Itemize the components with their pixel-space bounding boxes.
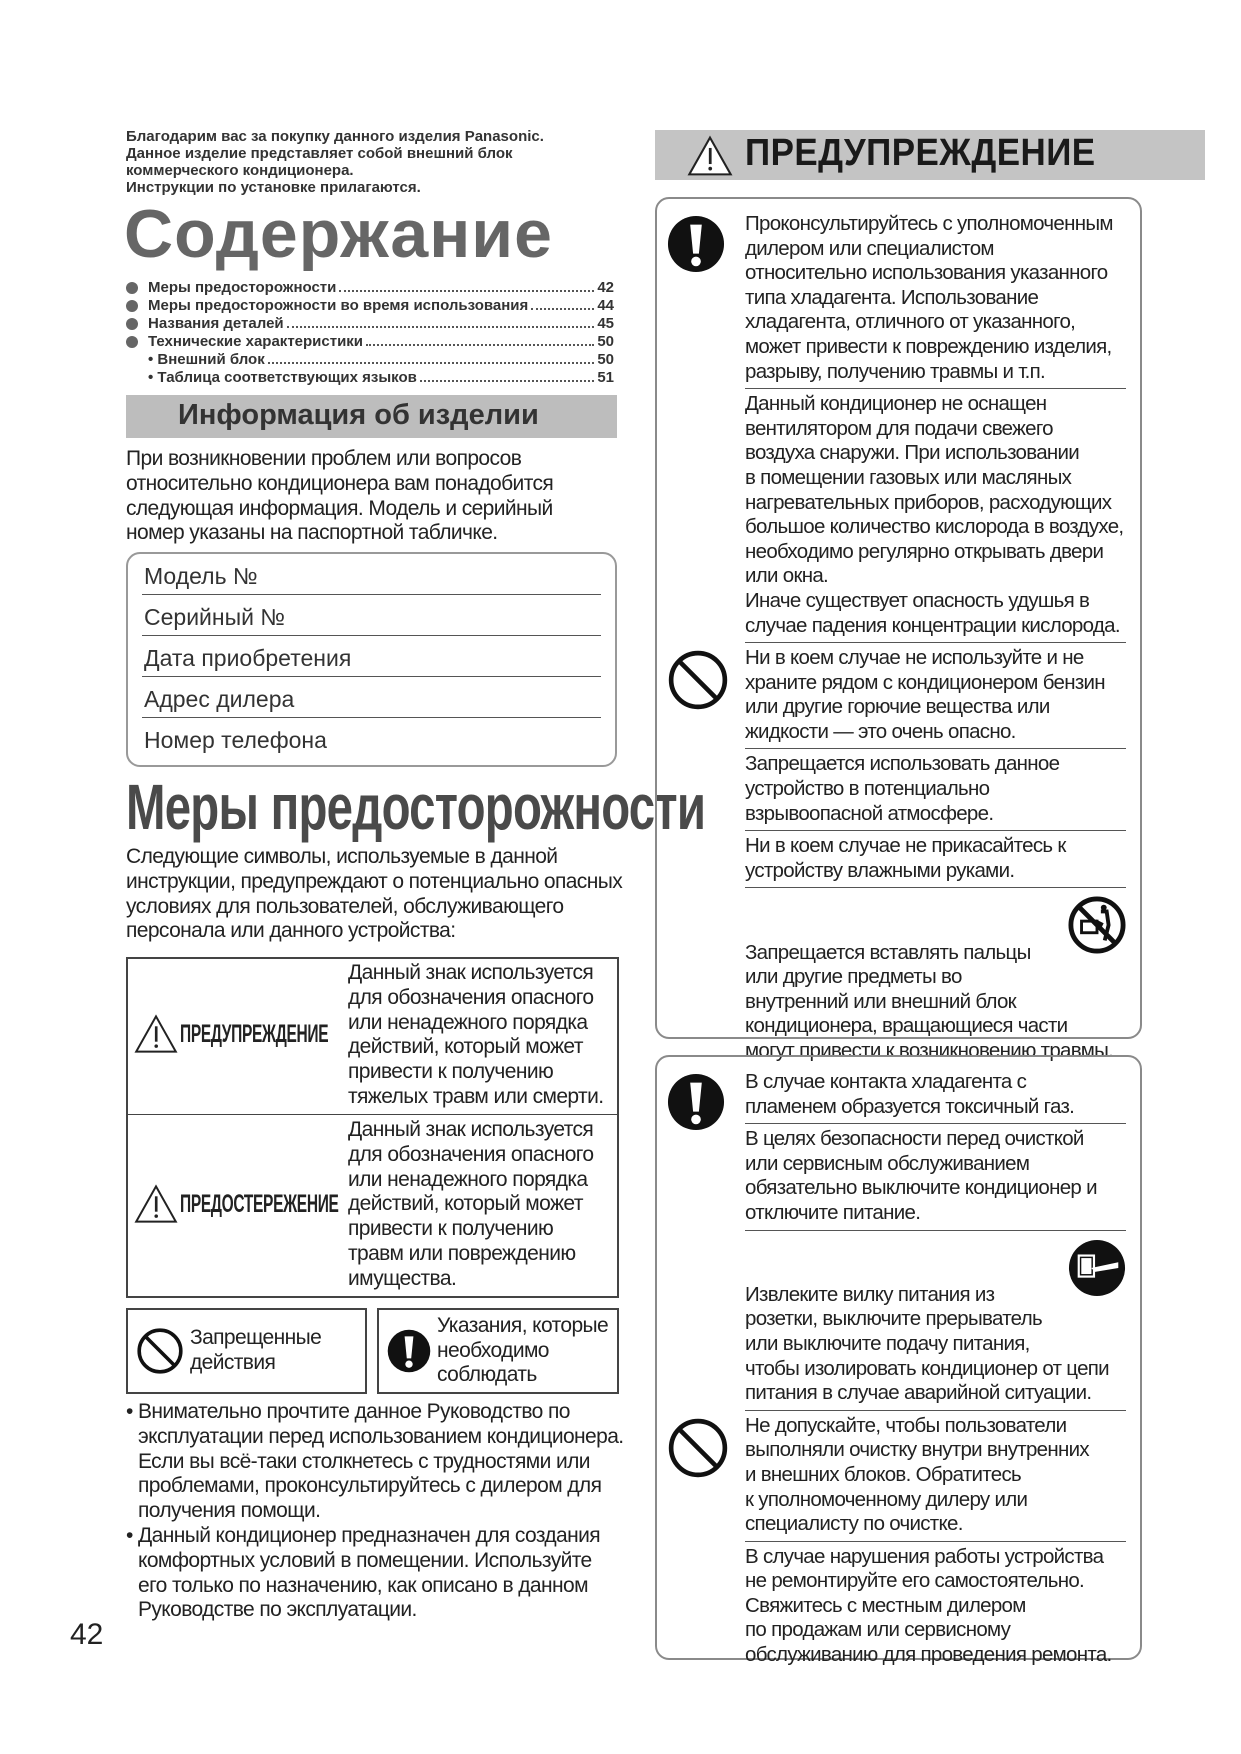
toc-item[interactable] <box>126 297 614 315</box>
symbol-description: Данный знак используется для обозначения опасного или ненадежного порядка действий, который может привести к получению тяжелых травм или смерти. <box>348 961 604 1108</box>
bullet-icon <box>126 282 138 294</box>
toc-item[interactable] <box>126 333 614 351</box>
toc-leader <box>366 344 594 346</box>
toc-item-page: 50 <box>597 333 614 350</box>
warning-text: Извлеките вилку питания из розетки, выключите прерыватель или выключите подачу питания, чтобы изолировать кондиционер от цепи питания в случае аварийной ситуации. <box>745 1282 1109 1405</box>
warning-item: В целях безопасности перед очисткой или сервисным обслуживанием обязательно выключите кондиционер и отключите питание. <box>745 1124 1126 1230</box>
precautions-bullets <box>126 1400 626 1623</box>
warning-box-1 <box>655 197 1142 1062</box>
symbol-row-warning <box>128 959 617 1115</box>
symbol-row-caution <box>128 1116 617 1296</box>
toc-item-label: Меры предосторожности <box>148 279 337 296</box>
phone-number-field[interactable]: Номер телефона <box>144 727 327 753</box>
intro-text: Благодарим вас за покупку данного изделия Panasonic. Данное изделие представляет собой внешний блок коммерческого кондиционера. Инструкции по установке прилагаются. <box>126 128 544 196</box>
unplug-power-icon <box>1068 1239 1126 1297</box>
warning-title: ПРЕДУПРЕЖДЕНИЕ <box>745 132 1096 174</box>
toc-item-page: 45 <box>597 315 614 332</box>
toc-leader <box>339 290 594 292</box>
warning-item: Запрещается использовать данное устройство в потенциально взрывоопасной атмосфере. <box>745 749 1126 831</box>
warning-triangle-icon <box>687 135 733 177</box>
toc-item-page: 50 <box>597 351 614 368</box>
mandatory-icon <box>667 215 725 273</box>
symbols-table <box>126 957 619 1298</box>
toc-item[interactable] <box>126 315 614 333</box>
toc-item-label: • Внешний блок <box>148 351 265 368</box>
page-number: 42 <box>70 1618 104 1651</box>
toc-item-label: • Таблица соответствующих языков <box>148 369 417 386</box>
product-info-header <box>126 395 617 438</box>
bullet-icon <box>126 300 138 312</box>
warning-text: Ни в коем случае не используйте и не храните рядом с кондиционером бензин или другие горючие вещества или жидкости — это очень опасно. <box>745 646 1105 743</box>
toc-item-page: 44 <box>597 297 614 314</box>
serial-number-field[interactable]: Серийный № <box>142 595 601 636</box>
warning-item: В случае нарушения работы устройства не ремонтируйте его самостоятельно. Свяжитесь с местным дилером по продажам или сервисному обслуживанию для проведения ремонта. <box>745 1544 1112 1667</box>
table-of-contents <box>126 279 614 387</box>
mandatory-icon <box>387 1329 431 1373</box>
warning-text: Не допускайте, чтобы пользователи выполняли очистку внутри внутренних и внешних блоков. Обратитесь к уполномоченному дилеру или специалисту по очистке. <box>745 1413 1089 1536</box>
symbol-description: Данный знак используется для обозначения опасного или ненадежного порядка действий, который может привести к получению травм или повреждению имущества. <box>348 1118 594 1290</box>
warning-item <box>745 1067 1126 1124</box>
legend-prohibited <box>126 1308 367 1394</box>
toc-title: Содержание <box>124 196 553 272</box>
symbol-label: ПРЕДУПРЕЖДЕНИЕ <box>180 1019 329 1048</box>
toc-leader <box>268 362 595 364</box>
precautions-title: Меры предосторожности <box>126 771 706 843</box>
legend-mandatory-label: Указания, которые необходимо соблюдать <box>437 1313 609 1387</box>
prohibited-icon <box>136 1327 184 1375</box>
bullet-icon <box>126 318 138 330</box>
toc-item-page: 42 <box>597 279 614 296</box>
precautions-text: Следующие символы, используемые в данной инструкции, предупреждают о потенциально опасных условиях для пользователей, обслуживающего персонала или данного устройства: <box>126 845 623 943</box>
toc-leader <box>531 308 594 310</box>
legend-prohibited-label: Запрещенные действия <box>190 1326 322 1374</box>
prohibited-icon <box>667 1417 729 1479</box>
product-info-form <box>126 552 617 767</box>
purchase-date-field[interactable]: Дата приобретения <box>142 636 601 677</box>
warning-item <box>745 209 1126 389</box>
toc-item-label: Меры предосторожности во время использования <box>148 297 529 314</box>
warning-item <box>745 888 1126 1067</box>
warning-item: Данный кондиционер не оснащен вентилятором для подачи свежего воздуха снаружи. При использовании в помещении газовых или масляных нагревательных приборов, расходующих большое количество кислорода в воздухе, необходимо регулярно открывать двери или окна. Иначе существует опасность удушья в случае падения концентрации кислорода. <box>745 389 1126 643</box>
toc-subitem[interactable] <box>126 369 614 387</box>
toc-leader <box>420 380 594 382</box>
caution-triangle-icon <box>134 1184 178 1224</box>
warning-item <box>745 643 1126 749</box>
warning-text: Запрещается вставлять пальцы или другие предметы во внутренний или внешний блок кондиционера, вращающиеся части могут привести к возникновению травмы. <box>745 940 1114 1062</box>
warning-triangle-icon <box>134 1014 178 1054</box>
mandatory-icon <box>667 1073 725 1131</box>
no-fingers-in-fan-icon <box>1068 896 1126 954</box>
warning-text: В случае контакта хладагента с пламенем образуется токсичный газ. <box>745 1070 1075 1118</box>
bullet-icon <box>126 336 138 348</box>
warning-item <box>745 1411 1126 1542</box>
bullet-item: • Внимательно прочтите данное Руководство по эксплуатации перед использованием кондиционера. Если вы всё-таки столкнетесь с трудностями или проблемами, проконсультируйтесь с дилером для получения помощи. <box>126 1400 626 1524</box>
toc-item-label: Названия деталей <box>148 315 284 332</box>
bullet-item: • Данный кондиционер предназначен для создания комфортных условий в помещении. Используйте его только по назначению, как описано в данном Руководстве по эксплуатации. <box>126 1524 626 1623</box>
product-info-title: Информация об изделии <box>178 399 539 431</box>
prohibited-icon <box>667 649 729 711</box>
warning-text: Проконсультируйтесь с уполномоченным дилером или специалистом относительно использования указанного типа хладагента. Использование хладагента, отличного от указанного, может привести к повреждению изделия, разрыву, получению травмы и т.п. <box>745 212 1113 383</box>
toc-item-page: 51 <box>597 369 614 386</box>
warning-item: Ни в коем случае не прикасайтесь к устройству влажными руками. <box>745 831 1126 888</box>
symbol-label: ПРЕДОСТЕРЕЖЕНИЕ <box>180 1189 339 1218</box>
product-info-text: При возникновении проблем или вопросов относительно кондиционера вам понадобится следующая информация. Модель и серийный номер указаны на паспортной табличке. <box>126 447 554 545</box>
toc-leader <box>287 326 595 328</box>
dealer-address-field[interactable]: Адрес дилера <box>142 677 601 718</box>
toc-subitem[interactable] <box>126 351 614 369</box>
warning-header <box>655 130 1205 180</box>
model-number-field[interactable]: Модель № <box>142 554 601 595</box>
warning-box-2 <box>655 1055 1142 1667</box>
warning-item <box>745 1231 1126 1411</box>
legend-mandatory <box>377 1308 619 1394</box>
toc-item-label: Технические характеристики <box>148 333 364 350</box>
toc-item[interactable] <box>126 279 614 297</box>
